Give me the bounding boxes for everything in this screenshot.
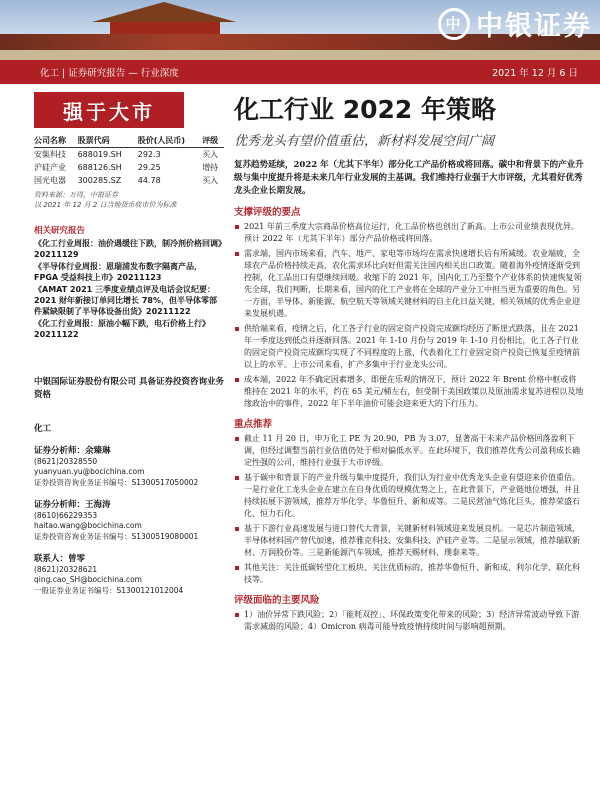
table-cell: 44.78	[137, 176, 161, 185]
rating-badge: 强于大市	[34, 92, 184, 128]
list-item: 基于碳中和背景下的产业升级与集中度提升，我们认为行业中优秀龙头企业有望迎来价值重估。一是行业化工龙头企业在建立在自身优质的规模优势之上，在此背景下，产业链地位增强，并且持续拓展下游领域，推荐万华化学、华鲁恒升、新和成等。二是民营油气炼化巨头，推荐荣盛石化、恒力石化。	[234, 472, 584, 520]
hall-roof	[92, 2, 236, 22]
table-header: 股价(人民币)	[138, 134, 202, 148]
license-statement: 中银国际证券股份有限公司 具备证券投资咨询业务资格	[34, 377, 224, 400]
table-row	[34, 174, 224, 187]
analyst-email[interactable]: yuanyuan.yu@bocichina.com	[34, 467, 145, 476]
source-line: 资料来源：万得，中银证券	[34, 191, 118, 199]
list-item: 1）油价异常下跌风险；2）「能耗双控」、环保政策变化带来的风险；3）经济异常波动导致下游需求减弱的风险；4）Omicron 病毒可能导致疫情持续时间与影响超预期。	[234, 609, 584, 633]
report-title: 化工行业 2022 年策略	[234, 95, 496, 124]
contact-phone: (8621)20328621	[34, 564, 98, 574]
list-item: 2021 年前三季度大宗商品价格高位运行，化工品价格也创出了新高。上市公司业绩表现优异。预计 2022 年（尤其下半年）部分产品价格或将回落。	[234, 221, 584, 245]
contact	[34, 554, 224, 596]
main-column	[234, 84, 584, 800]
header-banner	[0, 0, 600, 60]
analyst-email[interactable]: haitao.wang@bocichina.com	[34, 521, 142, 530]
list-item: 供给端来看，疫情之后，化工各子行业的固定资产投资完成额均经历了断崖式跌落，且在 2021 年一季度达到低点并逐渐回落。2021 年 1-10 月份与 2019 年 1-10 月份相比，化工各子行业的固定资产投资完成额均实现了不同程度的上涨，代表着化工行业固定资产投资已恢复至疫情前以上的水平。上市公司来看，扩产多集中于行业龙头公司。	[234, 323, 584, 371]
focus-list	[234, 433, 584, 586]
related-item[interactable]: 《化工行业周报：油价遇缓往下跌，制冷剂价格回调》20211129	[34, 239, 222, 259]
report-subtitle: 优秀龙头有望价值重估，新材料发展空间广阔	[234, 134, 495, 149]
boc-logo-icon: 中	[438, 8, 470, 40]
table-cell: 292.3	[137, 150, 161, 159]
category-text: 化工 | 证券研究报告 — 行业深度	[40, 68, 179, 79]
analyst-2	[34, 500, 224, 542]
stock-table	[34, 134, 224, 187]
left-column	[34, 84, 224, 800]
table-cell: 688126.SH	[77, 163, 122, 172]
table-header: 公司名称	[34, 134, 78, 148]
table-header: 股票代码	[78, 134, 138, 148]
list-item: 其他关注：关注低碳转型化工板块、关注优质标的，推荐华鲁恒升、新和成、利尔化学、联化科技等。	[234, 562, 584, 586]
analyst-1	[34, 446, 224, 488]
table-header: 评级	[202, 134, 224, 148]
related-item[interactable]: 《AMAT 2021 三季度业绩点评及电话会议纪要：2021 财年新接订单同比增长 78%，但半导体零部件紧缺限制了半导体设备出货》20211122	[34, 285, 217, 316]
contact-email[interactable]: qing.cao_SH@bocichina.com	[34, 575, 142, 584]
category-bar	[0, 60, 600, 84]
table-cell: 国光电器	[34, 176, 66, 185]
table-header-row	[34, 134, 224, 148]
risk-list	[234, 609, 584, 633]
plaza	[0, 50, 600, 60]
boc-logo	[438, 4, 592, 43]
list-item: 截止 11 月 20 日，申万化工 PE 为 20.90，PB 为 3.07，显著高于未来产品价格回落盈利下调，但经过调整当前行业估值仍处于相对偏低水平。在此环境下，我们推荐优秀公司盈利成长确定性强的公司，维持行业强于大市评级。	[234, 433, 584, 469]
analyst-cert: 证券投资咨询业务证书编号：S1300519080001	[34, 531, 199, 541]
table-cell: 688019.SH	[77, 150, 122, 159]
table-row	[34, 148, 224, 162]
analyst-name: 证券分析师：王海涛	[34, 500, 111, 510]
list-item: 基于下游行业高速发展与进口替代大背景，关键新材料领域迎来发展良机。一是芯片制造领域，半导体材料国产替代加速，推荐雅克科技、安集科技、沪硅产业等。二是显示领域，推荐瑞联新材、万润股份等。三是新能源汽车领域，推荐天赐材料、璞泰来等。	[234, 523, 584, 559]
support-list	[234, 221, 584, 410]
related-title: 相关研究报告	[34, 226, 86, 236]
list-item: 需求端，国内市场来看，汽车、地产、家电等市场均在需求快速增长后有所减缓。农业端疲，全球农产品价格持续走高，农化需求环比向好但需关注国内相关出口政策。随着海外疫情逐渐受到控制，化工品出口有望继续回暖。收缩下的 2021 年，国内化工乃至整个产业体系的快速恢复领先全球，我们判断，长期来看，国内的化工产业将在全球的产业分工中担当更为重要的角色。另一方面，半导体、新能源、航空航天等领域关键材料的自主化日益关键，相关领域的优秀企业迎来发展机遇。	[234, 248, 584, 320]
contact-name: 联系人：曾零	[34, 554, 86, 564]
analyst-phone: (8610)66229353	[34, 510, 98, 520]
price-note: 以 2021 年 12 月 2 日当地货币收市价为标准	[34, 201, 177, 209]
logo-text: 中银证券	[476, 11, 592, 42]
risk-title: 评级面临的主要风险	[234, 595, 320, 606]
related-item[interactable]: 《化工行业周报：原油小幅下跌，电石价格上行》20211122	[34, 319, 210, 339]
contact-cert: 一般证券业务证书编号：S1300121012004	[34, 585, 184, 595]
report-date: 2021 年 12 月 6 日	[492, 68, 578, 79]
support-title: 支撑评级的要点	[234, 207, 301, 218]
analyst-name: 证券分析师：余臻琳	[34, 446, 111, 456]
table-cell: 29.25	[137, 163, 161, 172]
table-cell: 300285.SZ	[77, 176, 122, 185]
analyst-phone: (8621)20328550	[34, 456, 98, 466]
list-item: 成本端，2022 年不确定因素增多，即便在乐观的情况下，预计 2022 年 Brent 价格中枢或将维持在 2021 年的水平，约在 65 美元/桶左右，但受制于美国政策以及原油需求复苏进程以及地缘政治中的事件，2022 年下半年油价可能会迎来更大的下行压力。	[234, 374, 584, 410]
table-cell: 安集科技	[34, 150, 66, 159]
table-cell: 买入	[202, 176, 219, 185]
industry-label: 化工	[34, 424, 52, 434]
related-list	[34, 238, 224, 340]
table-cell: 沪硅产业	[34, 163, 66, 172]
table-cell: 增持	[202, 163, 219, 172]
source-note	[34, 190, 224, 210]
lead-paragraph: 复苏趋势延续，2022 年（尤其下半年）部分化工产品价格或将回落。碳中和背景下的产业升级与集中度提升将是未来几年行业发展的主基调。我们维持行业强于大市评级，尤其看好优秀龙头企业长期发展。	[234, 160, 584, 196]
table-row	[34, 161, 224, 174]
related-item[interactable]: 《半导体行业周报：恩瑞浦发布数字隔离产品，FPGA 受益科技上市》20211123	[34, 262, 202, 282]
analyst-cert: 证券投资咨询业务证书编号：S1300517050002	[34, 477, 199, 487]
focus-title: 重点推荐	[234, 419, 273, 430]
table-cell: 买入	[202, 150, 219, 159]
